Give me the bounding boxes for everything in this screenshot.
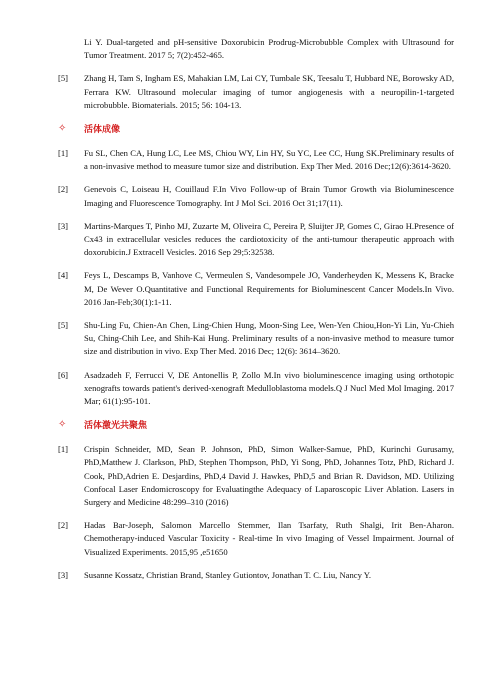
reference-item bbox=[58, 519, 454, 559]
reference-text: Feys L, Descamps B, Vanhove C, Vermeulen S, Vandesompele JO, Vanderheyden K, Messens K, Bracke M, De Wever O.Quantitative and Functional Requirements for Bioluminescent Cancer Models.In Vivo. 2016 Jan-Feb;30(1):1-11. bbox=[84, 270, 454, 307]
reference-item bbox=[58, 220, 454, 260]
reference-item bbox=[58, 369, 454, 409]
section-title: 活体成像 bbox=[84, 125, 121, 136]
reference-number: [3] bbox=[58, 220, 69, 231]
reference-text: Crispin Schneider, MD, Sean P. Johnson, PhD, Simon Walker-Samue, PhD, Kurinchi Gurusamy, PhD,Matthew J. Clarkson, PhD, Stephen Thompson, PhD, Yi Song, PhD, Johannes Totz, PhD, Richard J. Cook, PhD,Adrien E. Desjardins, PhD,4 David J. Hawkes, PhD,5 and Brian R. Davidson, MD. Utilizing Confocal Laser Endomicroscopy for Evaluatingthe Adequacy of Laparoscopic Liver Ablation. Lasers in Surgery and Medicine 48:299–310 (2016) bbox=[84, 444, 454, 508]
reference-number: [2] bbox=[58, 184, 69, 195]
reference-item bbox=[58, 269, 454, 309]
reference-continuation bbox=[84, 36, 454, 62]
reference-number: [1] bbox=[58, 444, 69, 455]
reference-number: [5] bbox=[58, 320, 69, 331]
section-title: 活体激光共聚焦 bbox=[84, 421, 148, 432]
reference-item bbox=[58, 569, 454, 582]
reference-text: Fu SL, Chen CA, Hung LC, Lee MS, Chiou WY, Lin HY, Su YC, Lee CC, Hung SK.Preliminary results of a non-invasive method to measure tumor size and distribution. Exp Ther Med. 2016 Dec;12(6):3614-3620. bbox=[84, 148, 454, 172]
reference-text: Asadzadeh F, Ferrucci V, DE Antonellis P, Zollo M.In vivo bioluminescence imaging using orthotopic xenografts towards patient's derived-xenograft Medulloblastoma models.Q J Nucl Med Mol Imaging. 2017 Mar; 61(1):95-101. bbox=[84, 369, 454, 407]
reference-text: Shu-Ling Fu, Chien-An Chen, Ling-Chien Hung, Moon-Sing Lee, Wen-Yen Chiou,Hon-Yi Lin, Yu-Chieh Su, Ching-Chih Lee, and Shih-Kai Hung. Preliminary results of a non-invasive method to measure tumor size and distribution in vivo. Exp Ther Med. 2016 Dec; 12(6): 3614–3620. bbox=[84, 320, 454, 357]
diamond-icon: ✧ bbox=[58, 419, 67, 431]
reference-number: [3] bbox=[58, 569, 69, 580]
section-heading bbox=[58, 122, 454, 135]
reference-text: Zhang H, Tam S, Ingham ES, Mahakian LM, Lai CY, Tumbale SK, Teesalu T, Hubbard NE, Borowsky AD, Ferrara KW. Ultrasound molecular imaging of tumor angiogenesis with a neuropilin-1-targeted microbubble. Biomaterials. 2015; 56: 104-13. bbox=[84, 73, 454, 110]
reference-item bbox=[58, 147, 454, 173]
section-heading bbox=[58, 418, 454, 431]
reference-number: [5] bbox=[58, 73, 69, 84]
diamond-icon: ✧ bbox=[58, 123, 67, 135]
reference-item bbox=[58, 319, 454, 359]
reference-number: [2] bbox=[58, 520, 69, 531]
reference-text: Martins-Marques T, Pinho MJ, Zuzarte M, Oliveira C, Pereira P, Sluijter JP, Gomes C, Girao H.Presence of Cx43 in extracellular vesicles reduces the cardiotoxicity of the anti-tumour therapeutic approach with doxorubicin.J Extracell Vesicles. 2016 Sep 29;5:32538. bbox=[84, 220, 454, 258]
reference-item bbox=[58, 443, 454, 509]
reference-number: [6] bbox=[58, 369, 69, 380]
reference-text: Susanne Kossatz, Christian Brand, Stanley Gutiontov, Jonathan T. C. Liu, Nancy Y. bbox=[84, 569, 371, 580]
reference-number: [1] bbox=[58, 148, 69, 159]
reference-text: Hadas Bar-Joseph, Salomon Marcello Stemmer, Ilan Tsarfaty, Ruth Shalgi, Irit Ben-Aharon. Chemotherapy-induced Vascular Toxicity - Real-time In vivo Imaging of Vessel Impairment. Journal of Visualized Experiments. 2015,95 ,e51650 bbox=[84, 520, 454, 557]
reference-number: [4] bbox=[58, 270, 69, 281]
reference-item bbox=[58, 72, 454, 112]
reference-text: Genevois C, Loiseau H, Couillaud F.In Vivo Follow-up of Brain Tumor Growth via Bioluminescence Imaging and Fluorescence Tomography. Int J Mol Sci. 2016 Oct 31;17(11). bbox=[84, 184, 454, 208]
reference-item bbox=[58, 183, 454, 209]
reference-text: Li Y. Dual-targeted and pH-sensitive Doxorubicin Prodrug-Microbubble Complex with Ultrasound for Tumor Treatment. 2017 5; 7(2):452-465. bbox=[84, 37, 454, 61]
